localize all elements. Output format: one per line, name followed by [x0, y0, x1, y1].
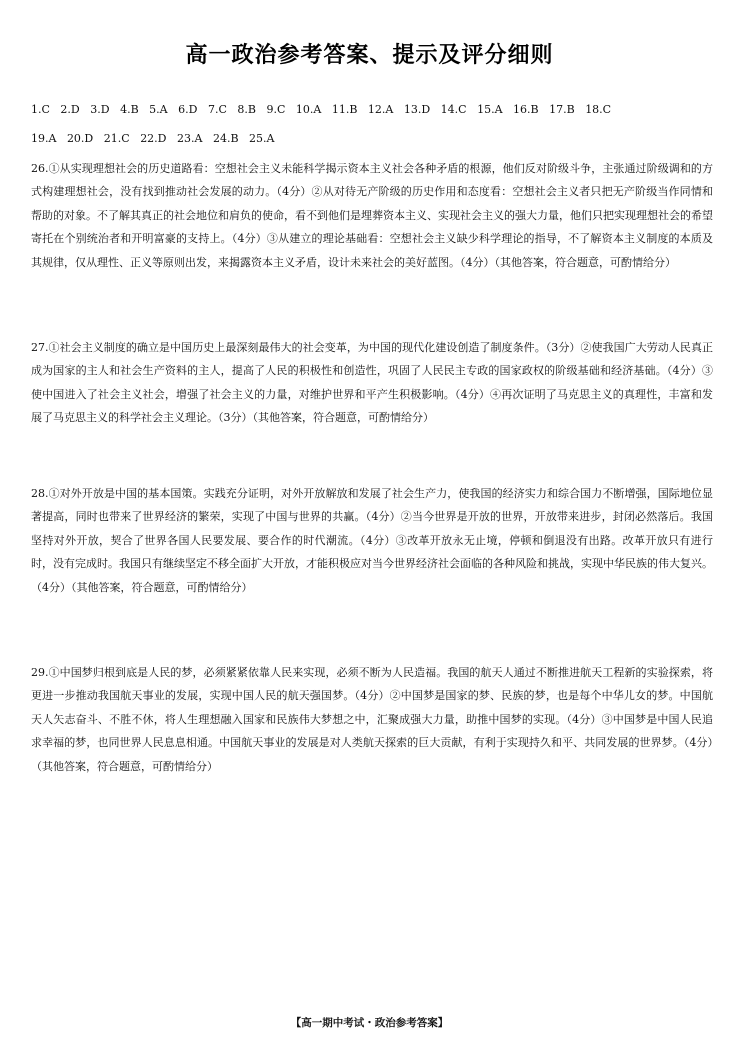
- mc-answer: 5.A: [149, 103, 168, 116]
- mc-answer: 16.B: [513, 103, 539, 116]
- mc-answer: 3.D: [90, 103, 110, 116]
- mc-answer: 18.C: [585, 103, 612, 116]
- mc-answer: 21.C: [103, 132, 130, 145]
- answer-29: [31, 661, 713, 778]
- mc-answer: 22.D: [140, 132, 167, 145]
- answer-text: ①对外开放是中国的基本国策。实践充分证明，对外开放解放和发展了社会生产力，使我国的经济实力和综合国力不断增强，国际地位显著提高，同时也带来了世界经济的繁荣，实现了中国与世界的共赢。（4分）②当今世界是开放的世界，开放带来进步，封闭必然落后。我国坚持对外开放，契合了世界各国人民要发展、要合作的时代潮流。（4分）③改革开放永无止境，停顿和倒退没有出路。改革开放只有进行时，没有完成时。我国只有继续坚定不移全面扩大开放，才能积极应对当今世界经济社会面临的各种风险和挑战，实现中华民族的伟大复兴。（4分）（其他答案，符合题意，可酌情给分）: [31, 487, 713, 594]
- multiple-choice-row-1: [31, 102, 711, 118]
- mc-answer: 15.A: [477, 103, 503, 116]
- mc-answer: 17.B: [549, 103, 575, 116]
- page-title: 高一政治参考答案、提示及评分细则: [185, 43, 554, 68]
- answer-28: [31, 482, 713, 599]
- mc-answer: 24.B: [212, 132, 239, 145]
- mc-answer: 20.D: [66, 132, 94, 145]
- mc-answer: 9.C: [266, 103, 286, 116]
- mc-answer: 14.C: [440, 103, 467, 116]
- answer-27: [31, 336, 713, 430]
- answer-text: ①社会主义制度的确立是中国历史上最深刻最伟大的社会变革，为中国的现代化建设创造了制度条件。（3分）②使我国广大劳动人民真正成为国家的主人和社会生产资料的主人，提高了人民的积极性和创造性，巩固了人民民主专政的国家政权的阶级基础和经济基础。（4分）③使中国进入了社会主义社会，增强了社会主义的力量，对维护世界和平产生积极影响。（4分）④再次证明了马克思主义的真理性，丰富和发展了马克思主义的科学社会主义理论。（3分）（其他答案，符合题意，可酌情给分）: [31, 341, 713, 425]
- answer-26: [31, 157, 713, 274]
- mc-answer: 25.A: [249, 132, 275, 145]
- mc-answer: 13.D: [403, 103, 431, 116]
- mc-answer: 11.B: [331, 103, 358, 116]
- answer-text: ①从实现理想社会的历史道路看：空想社会主义未能科学揭示资本主义社会各种矛盾的根源，他们反对阶级斗争，主张通过阶级调和的方式构建理想社会，没有找到推动社会发展的动力。（4分）②从对待无产阶级的历史作用和态度看：空想社会主义者只把无产阶级当作同情和帮助的对象。不了解其真正的社会地位和肩负的使命，看不到他们是埋葬资本主义、实现社会主义的强大力量，他们只把实现理想社会的希望寄托在个别统治者和开明富豪的支持上。（4分）③从建立的理论基础看：空想社会主义缺少科学理论的指导，不了解资本主义制度的本质及其规律，仅从理性、正义等原则出发，来揭露资本主义矛盾，设计未来社会的美好蓝图。（4分）（其他答案，符合题意，可酌情给分）: [31, 162, 713, 269]
- mc-answer: 12.A: [367, 103, 394, 116]
- question-number: 26.: [31, 162, 49, 175]
- mc-answer: 10.A: [295, 103, 322, 116]
- answer-text: ①中国梦归根到底是人民的梦，必须紧紧依靠人民来实现，必须不断为人民造福。我国的航天人通过不断推进航天工程新的实验探索，将更进一步推动我国航天事业的发展，实现中国人民的航天强国梦。（4分）②中国梦是国家的梦、民族的梦，也是每个中华儿女的梦。中国航天人矢志奋斗、不胜不休，将人生理想融入国家和民族伟大梦想之中，汇聚成强大力量，助推中国梦的实现。（4分）③中国梦是中国人民追求幸福的梦，也同世界人民息息相通。中国航天事业的发展是对人类航天探索的巨大贡献，有利于实现持久和平、共同发展的世界梦。（4分）（其他答案，符合题意，可酌情给分）: [31, 666, 713, 773]
- page-footer: 【高一期中考试・政治参考答案】: [290, 1017, 449, 1029]
- mc-answer: 4.B: [120, 103, 139, 116]
- mc-answer: 19.A: [31, 132, 57, 145]
- question-number: 29.: [31, 666, 49, 679]
- mc-answer: 2.D: [60, 103, 80, 116]
- mc-answer: 7.C: [207, 103, 227, 116]
- mc-answer: 6.D: [178, 103, 198, 116]
- multiple-choice-row-2: [31, 131, 711, 147]
- question-number: 27.: [31, 341, 49, 354]
- mc-answer: 8.B: [237, 103, 256, 116]
- mc-answer: 23.A: [177, 132, 203, 145]
- question-number: 28.: [31, 487, 49, 500]
- mc-answer: 1.C: [31, 103, 50, 116]
